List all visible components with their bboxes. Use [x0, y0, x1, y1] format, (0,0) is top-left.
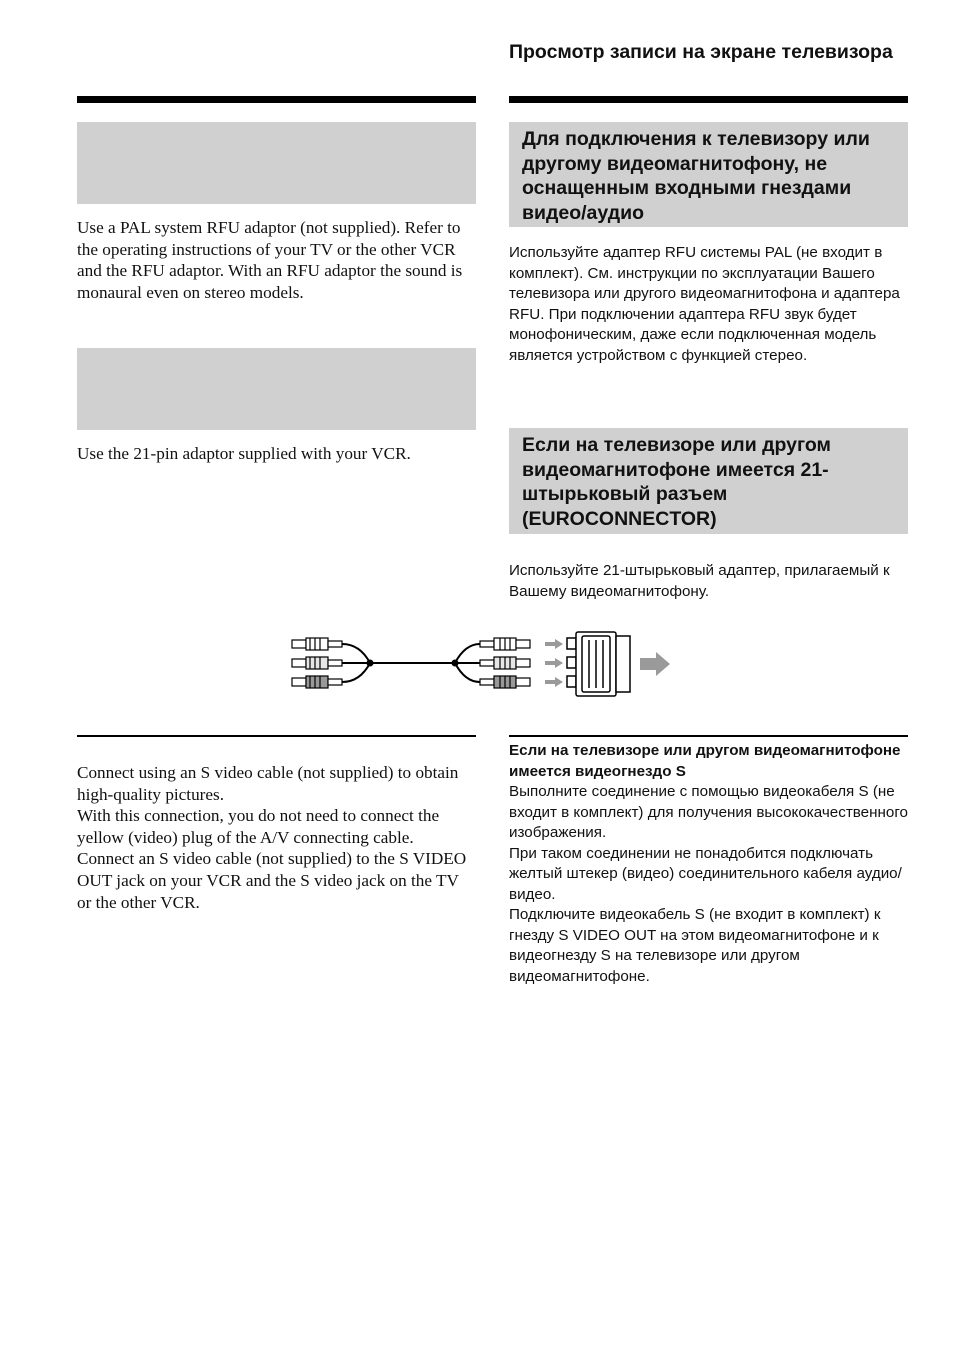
- left-svideo-body: [77, 762, 476, 913]
- right-rfu-heading: [522, 127, 902, 225]
- left-svideo-paragraph-2: With this connection, you do not need to connect the yellow (video) plug of the A/V connecting cable.: [77, 806, 440, 847]
- av-cable-adaptor-diagram: [280, 620, 680, 710]
- page-title-text: Просмотр записи на экране телевизора: [509, 41, 893, 63]
- left-euro-body-text: Use the 21-pin adaptor supplied with your VCR.: [77, 444, 411, 463]
- right-svideo-block: [509, 741, 908, 987]
- right-plugs: [480, 638, 530, 688]
- right-euro-body-text: Используйте 21-штырьковый адаптер, прилагаемый к Вашему видеомагнитофону.: [509, 562, 890, 600]
- right-top-rule: [509, 96, 908, 103]
- left-euro-heading-box: [77, 348, 476, 430]
- big-arrow: [640, 652, 670, 676]
- left-rfu-body-text: Use a PAL system RFU adaptor (not supplied). Refer to the operating instructions of your TV or the other VCR and the RFU adaptor. With an RFU adaptor the sound is monaural even on stereo models.: [77, 218, 463, 302]
- right-svideo-heading: Если на телевизоре или другом видеомагнитофоне имеется видеогнездо S: [509, 742, 901, 780]
- right-svideo-paragraph-1: Выполните соединение с помощью видеокабеля S (не входит в комплект) для получения высококачественного изображения.: [509, 783, 909, 841]
- left-plugs: [292, 638, 342, 688]
- right-euro-body: [509, 561, 908, 602]
- page-title: [509, 40, 908, 64]
- left-svideo-rule: [77, 735, 476, 737]
- right-euro-heading: [522, 433, 902, 531]
- left-euro-body: [77, 443, 476, 465]
- right-rfu-body: [509, 243, 908, 366]
- left-svideo-paragraph-1: Connect using an S video cable (not supplied) to obtain high-quality pictures.: [77, 763, 459, 804]
- cable: [342, 644, 480, 682]
- scart-adaptor: [567, 632, 630, 696]
- right-svideo-paragraph-2: При таком соединении не понадобится подключать желтый штекер (видео) соединительного кабеля аудио/видео.: [509, 844, 902, 903]
- small-arrows: [545, 639, 563, 687]
- left-svideo-paragraph-3: Connect an S video cable (not supplied) to the S VIDEO OUT jack on your VCR and the S video jack on the TV or the other VCR.: [77, 849, 467, 912]
- right-rfu-heading-text: Для подключения к телевизору или другому видеомагнитофону, не оснащенным входными гнездами видео/аудио: [522, 128, 870, 224]
- right-svideo-paragraph-3: Подключите видеокабель S (не входит в комплект) к гнезду S VIDEO OUT на этом видеомагнитофоне и к видеогнезду S на телевизоре или другом видеомагнитофоне.: [509, 906, 881, 985]
- right-rfu-body-text: Используйте адаптер RFU системы PAL (не входит в комплект). См. инструкции по эксплуатации Вашего телевизора или другого видеомагнитофона и адаптера RFU. При подключении адаптера RFU звук будет монофоническим, даже если подключенная модель является устройством с функцией стерео.: [509, 244, 900, 364]
- left-rfu-body: [77, 217, 476, 303]
- left-top-rule: [77, 96, 476, 103]
- left-rfu-heading-box: [77, 122, 476, 204]
- right-euro-heading-text: Если на телевизоре или другом видеомагнитофоне имеется 21-штырьковый разъем (EUROCONNECTOR): [522, 434, 831, 530]
- right-svideo-rule: [509, 735, 908, 737]
